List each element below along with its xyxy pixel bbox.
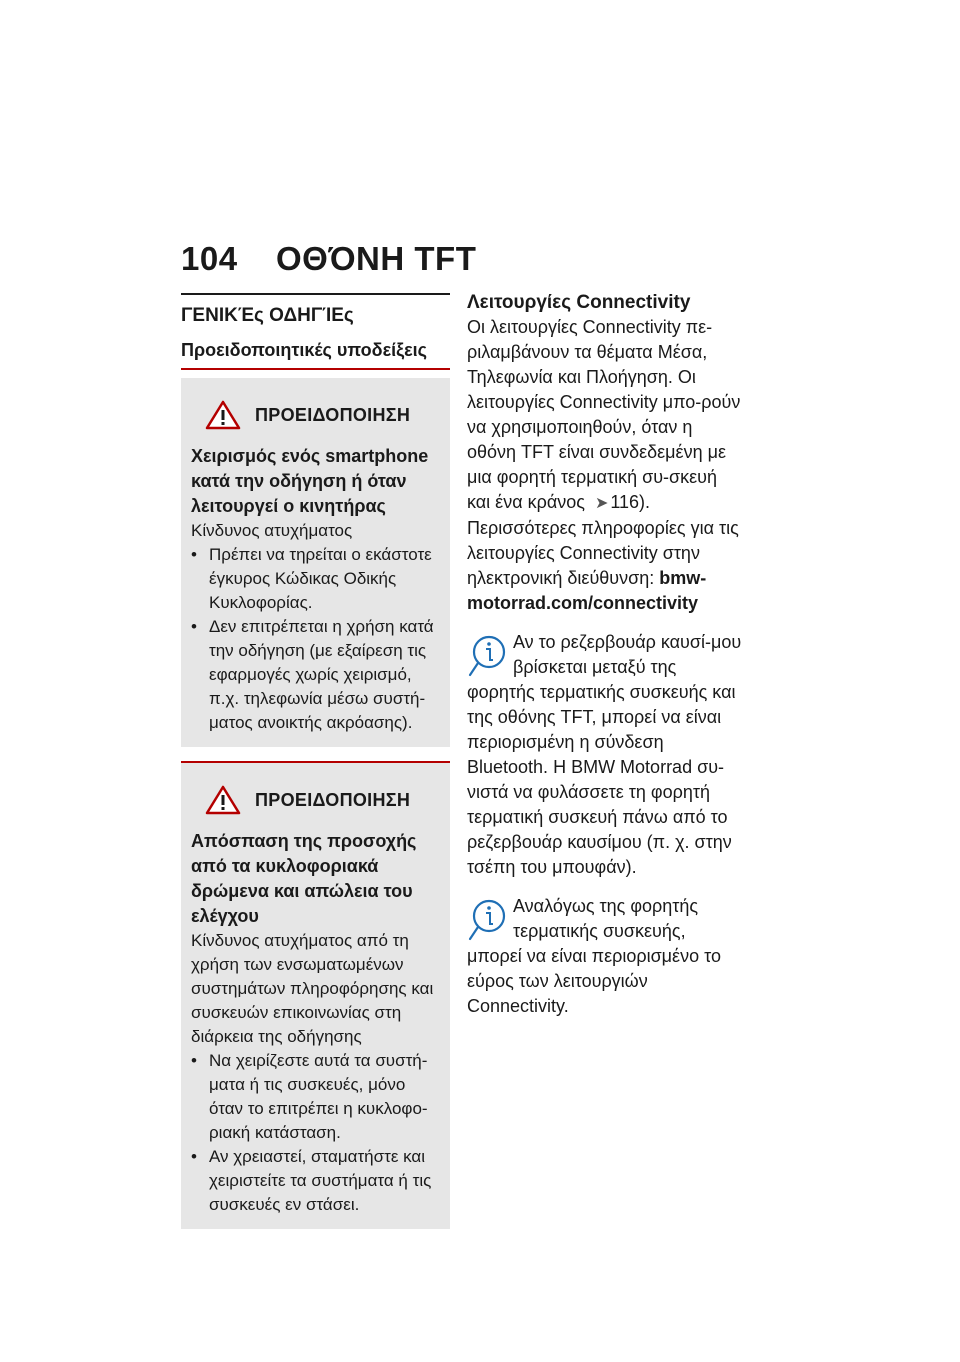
warning-label: ΠΡΟΕΙΔΟΠΟΙΗΣΗ <box>255 789 411 810</box>
info-text: Αν το ρεζερβουάρ καυσί-μου βρίσκεται μεταξύ της φορητής τερματικής συσκευής και της οθόνης TFT, μπορεί να είναι περιορισμένη η σύνδεση Bluetooth. Η BMW Motorrad συ-νιστά να φυλάσσετε τη φορητή τερματική συσκευή πάνω από το ρεζερβουάρ καυσίμου (π. χ. στην τσέπη του μπουφάν). <box>467 632 742 877</box>
warning-label: ΠΡΟΕΙΔΟΠΟΙΗΣΗ <box>255 404 411 425</box>
connectivity-paragraph <box>467 315 742 516</box>
bullet-text: • Αν χρειαστεί, σταματήστε και χειριστείτε τα συστήματα ή τις συσκευές εν στάσει. <box>209 1147 432 1214</box>
warning-text: Κίνδυνος ατυχήματος από τη χρήση των ενσωματωμένων συστημάτων πληροφόρησης και συσκευών επικοινωνίας στη διάρκεια της οδήγησης <box>191 931 434 1046</box>
warning-header <box>205 785 440 815</box>
section-title: ΓΕΝΙΚΈς ΟΔΗΓΊΕς <box>181 305 354 326</box>
bullet-text: • Να χειρίζεστε αυτά τα συστή-ματα ή τις συσκευές, μόνο όταν το επιτρέπει η κυκλοφο-ριακή κατάσταση. <box>209 1051 428 1142</box>
paragraph-text: Οι λειτουργίες Connectivity πε-ριλαμβάνουν τα θέματα Μέσα, Τηλεφωνία και Πλοήγηση. Οι λειτουργίες Connectivity μπο-ρούν να χρησιμοποιηθούν, όταν η οθόνη TFT είναι συνδεδεμένη με μια φορητή τερματική συ-σκευή και ένα κράνος <box>467 317 741 512</box>
warning-box-1 <box>181 378 450 747</box>
info-note-1 <box>467 630 742 880</box>
connectivity-title: Λειτουργίες Connectivity <box>467 292 691 313</box>
warning-box-2 <box>181 761 450 1229</box>
bullet-item <box>191 1049 440 1145</box>
right-column <box>467 291 742 1019</box>
info-note-2 <box>467 894 742 1019</box>
warning-text: Κίνδυνος ατυχήματος <box>191 521 353 540</box>
paragraph-text: Περισσότερες πληροφορίες για τις λειτουργίες Connectivity στην ηλεκτρονική διεύθυνση: <box>467 518 739 588</box>
warning-triangle-icon <box>205 400 241 430</box>
bullet-item <box>191 1145 440 1217</box>
page-reference-arrow-icon: ➤ <box>594 495 609 512</box>
page-number: 104 <box>181 240 238 277</box>
page-reference: 116). <box>610 492 651 512</box>
sub-title: Προειδοποιητικές υποδείξεις <box>181 338 450 370</box>
warning-bullets <box>191 1049 440 1217</box>
bullet-item <box>191 615 440 735</box>
warning-title: Χειρισμός ενός smartphone κατά την οδήγηση ή όταν λειτουργεί ο κινητήρας <box>191 446 429 516</box>
warning-triangle-icon <box>205 785 241 815</box>
bullet-text: • Πρέπει να τηρείται ο εκάστοτε έγκυρος Κώδικας Οδικής Κυκλοφορίας. <box>209 545 432 612</box>
website-link[interactable]: bmw-motorrad.com/connectivity <box>467 568 707 613</box>
info-icon <box>467 896 507 942</box>
bullet-item <box>191 543 440 615</box>
warning-title: Απόσπαση της προσοχής από τα κυκλοφοριακά δρώμενα και απώλεια του ελέγχου <box>191 831 417 926</box>
more-info-paragraph <box>467 516 742 616</box>
chapter-title: ΟΘΌΝΗ TFT <box>276 240 477 277</box>
left-column <box>181 293 450 1229</box>
info-icon <box>467 632 507 678</box>
info-text: Αναλόγως της φορητής τερματικής συσκευής, μπορεί να είναι περιορισμένο το εύρος των λειτουργιών Connectivity. <box>467 896 721 1016</box>
warning-bullets <box>191 543 440 735</box>
bullet-text: • Δεν επιτρέπεται η χρήση κατά την οδήγηση (με εξαίρεση τις εφαρμογές χωρίς χειρισμό, π.χ. τηλεφωνία μέσω συστή-ματος ανοικτής ακρόασης). <box>209 617 434 732</box>
warning-header <box>205 400 440 430</box>
page-header <box>181 240 477 278</box>
